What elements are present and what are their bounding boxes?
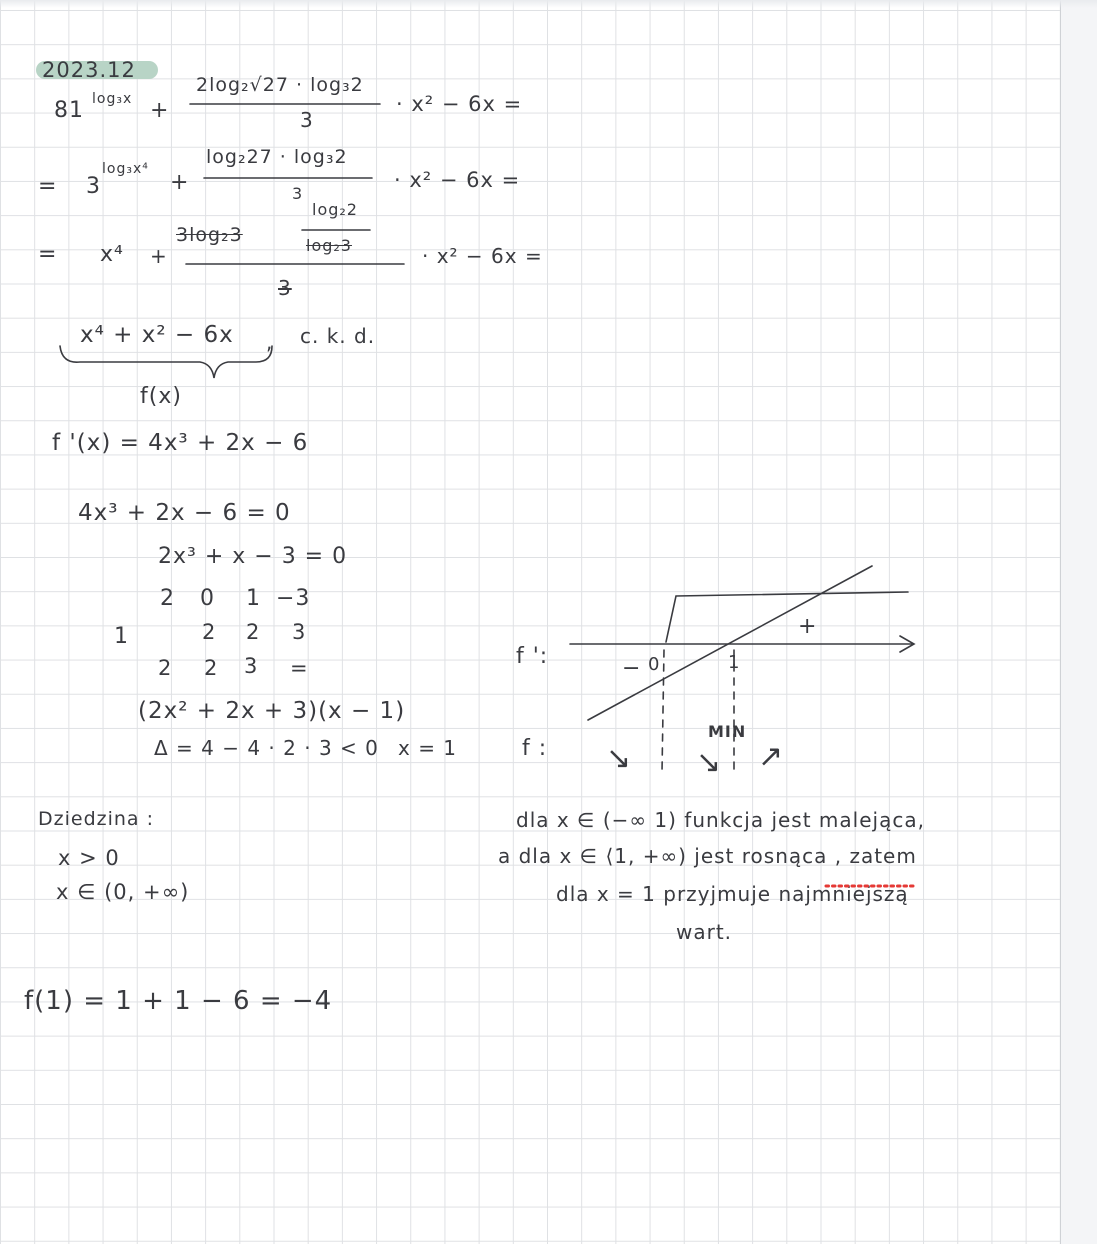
f-label: f :	[522, 736, 548, 761]
line1-numerator: 2log₂√27 · log₃2	[196, 74, 364, 96]
sign-bracket	[666, 592, 908, 642]
fprime-graph-line	[588, 566, 872, 720]
root-value: x = 1	[398, 736, 458, 760]
brace-label: f(x)	[140, 384, 182, 409]
horner-r3-c4: =	[290, 656, 309, 680]
line2-exponent: log₃x⁴	[102, 161, 149, 177]
function-value: f(1) = 1 + 1 − 6 = −4	[24, 986, 333, 1016]
increasing-arrow: ↗	[758, 739, 785, 774]
line2-equals: =	[38, 174, 58, 199]
date-label: 2023.12	[42, 58, 136, 82]
line1-tail: · x² − 6x =	[396, 92, 523, 116]
horner-r3-c2: 2	[204, 656, 219, 680]
horner-r1-c3: 1	[246, 586, 261, 611]
line3-numerator-b-top: log₂2	[312, 200, 358, 219]
line3-tail: · x² − 6x =	[422, 244, 543, 268]
horner-r2-c3: 3	[292, 620, 307, 644]
line3-numerator-b-bottom: log₂3	[306, 236, 352, 255]
qed-label: c. k. d.	[300, 324, 376, 348]
line1-exponent: log₃x	[92, 91, 133, 107]
line2-numerator: log₂27 · log₃2	[206, 146, 348, 168]
line3-denominator: 3	[278, 276, 292, 300]
conclusion-line-4: wart.	[676, 920, 733, 944]
horner-r1-c4: −3	[276, 586, 311, 611]
domain-interval: x ∈ (0, +∞)	[56, 880, 190, 904]
line3-plus: +	[150, 244, 168, 268]
delta-check: Δ = 4 − 4 · 2 · 3 < 0	[154, 736, 379, 760]
line2-tail: · x² − 6x =	[394, 168, 521, 192]
horner-r3-c1: 2	[158, 656, 173, 680]
domain-heading: Dziedzina :	[38, 808, 155, 830]
conclusion-line-3: dla x = 1 przyjmuje najmniejszą	[556, 882, 909, 906]
plus-sign: +	[798, 614, 818, 639]
conclusion-line-1: dla x ∈ (−∞ 1) funkcja jest malejąca,	[516, 808, 925, 832]
result-expression: x⁴ + x² − 6x	[80, 322, 234, 348]
fprime-label: f ':	[516, 644, 549, 669]
underbrace	[60, 346, 272, 378]
eq-simplified: 2x³ + x − 3 = 0	[158, 544, 348, 569]
decreasing-arrow-2: ↘	[696, 745, 723, 780]
line2-base: 3	[86, 174, 101, 199]
line2-plus: +	[170, 170, 190, 195]
one-mark-label: 1	[728, 652, 741, 673]
horner-r3-c3: 3	[244, 654, 259, 678]
domain-condition: x > 0	[58, 846, 120, 870]
line1-denominator: 3	[300, 108, 314, 132]
min-label: MIN	[708, 722, 747, 741]
horner-r2-c1: 2	[202, 620, 217, 644]
line2-denominator: 3	[292, 184, 304, 203]
factored-form: (2x² + 2x + 3)(x − 1)	[138, 698, 406, 724]
conclusion-line-2: a dla x ∈ ⟨1, +∞) jest rosnąca , zatem	[498, 844, 917, 868]
line3-term: x⁴	[100, 242, 124, 267]
minus-sign: −	[622, 656, 642, 681]
horner-r2-c2: 2	[246, 620, 261, 644]
zero-mark-label: 0	[648, 654, 661, 675]
decreasing-arrow-1: ↘	[606, 741, 633, 776]
derivative: f '(x) = 4x³ + 2x − 6	[52, 430, 309, 456]
line1-base: 81	[54, 98, 84, 123]
horner-r1-c2: 0	[200, 586, 215, 611]
line3-numerator-a: 3log₂3	[176, 224, 243, 246]
line1-plus: +	[150, 98, 170, 123]
horner-root: 1	[114, 624, 129, 649]
result-comma: ,	[266, 330, 274, 354]
eq-derivative-zero: 4x³ + 2x − 6 = 0	[78, 500, 291, 526]
dash-at-zero	[662, 650, 664, 772]
horner-r1-c1: 2	[160, 586, 175, 611]
line3-equals: =	[38, 242, 58, 267]
